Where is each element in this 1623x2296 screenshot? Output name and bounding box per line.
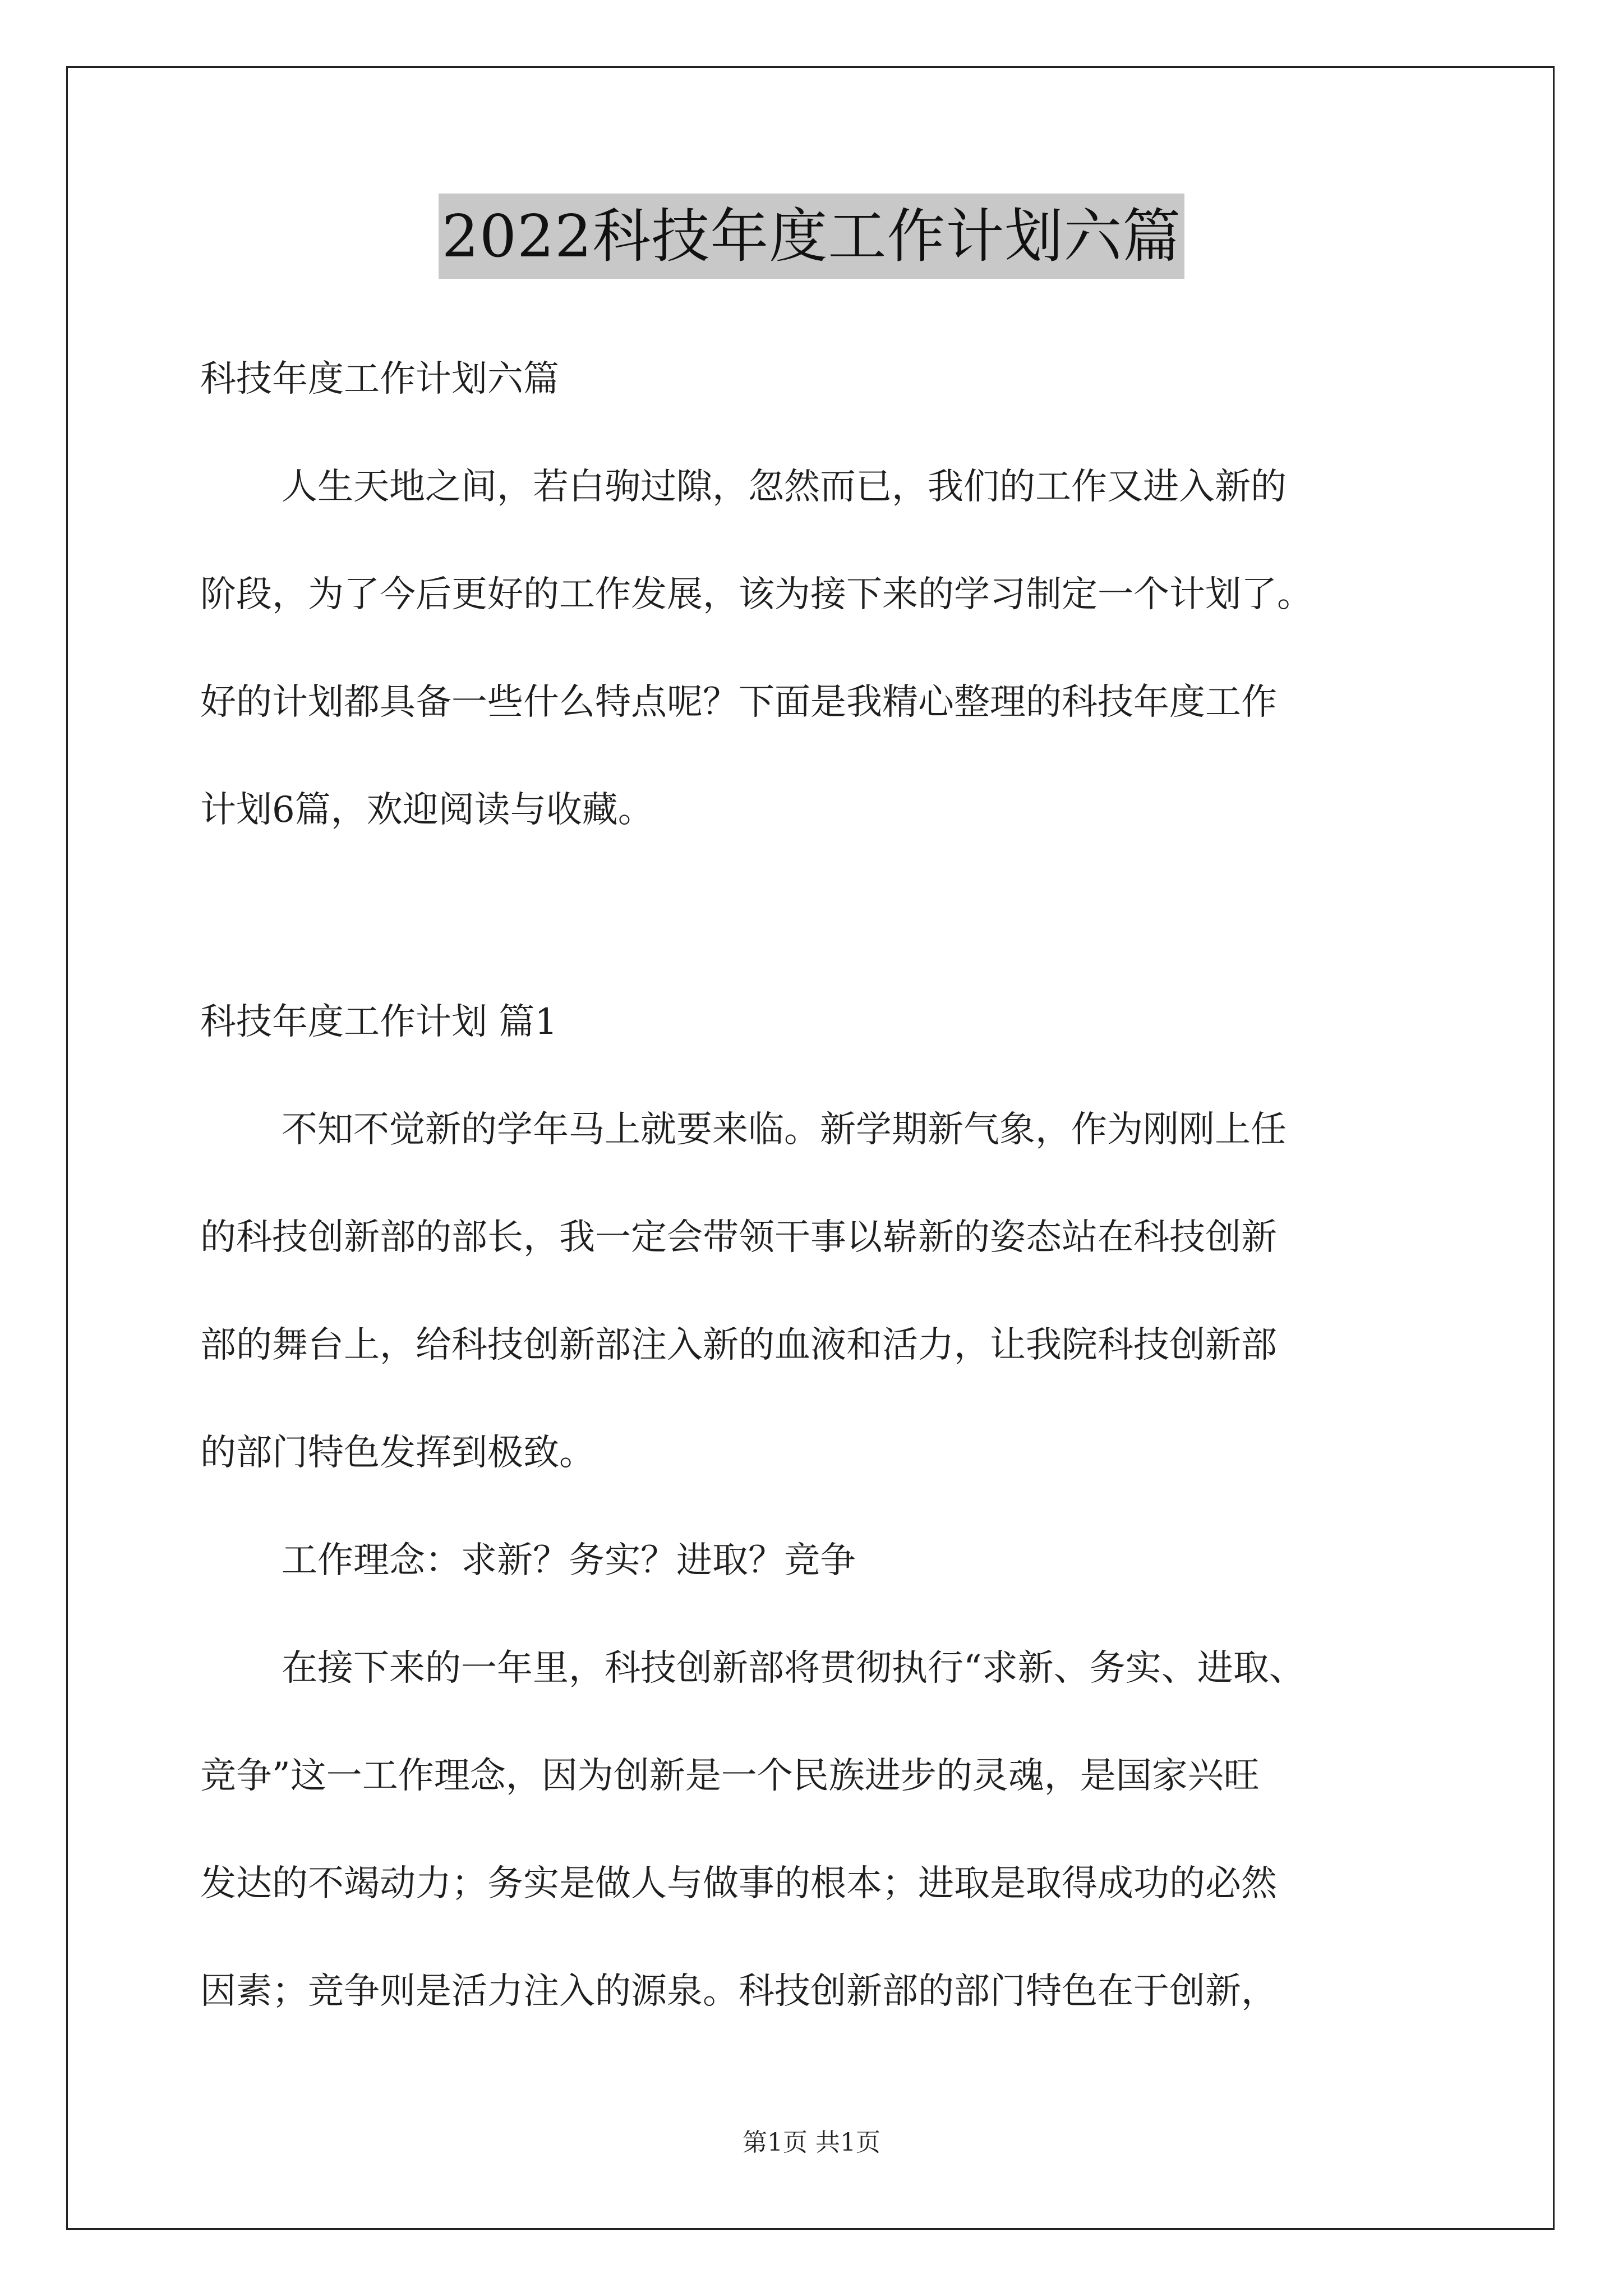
paragraph-line: 不知不觉新的学年马上就要来临。新学期新气象，作为刚刚上任 xyxy=(282,1109,1287,1151)
subtitle: 科技年度工作计划六篇 xyxy=(200,358,559,400)
work-concept-line: 工作理念：求新？务实？进取？竞争 xyxy=(282,1540,856,1581)
paragraph-line: 部的舞台上，给科技创新部注入新的血液和活力，让我院科技创新部 xyxy=(200,1324,1277,1366)
title-container xyxy=(0,194,1623,279)
section-heading: 科技年度工作计划 篇1 xyxy=(200,1001,558,1043)
paragraph-line: 计划6篇，欢迎阅读与收藏。 xyxy=(200,789,654,831)
paragraph-line: 因素；竞争则是活力注入的源泉。科技创新部的部门特色在于创新， xyxy=(200,1971,1277,2012)
paragraph-line: 在接下来的一年里，科技创新部将贯彻执行“求新、务实、进取、 xyxy=(282,1648,1305,1689)
paragraph-line: 好的计划都具备一些什么特点呢？下面是我精心整理的科技年度工作 xyxy=(200,682,1277,723)
paragraph-line: 的部门特色发挥到极致。 xyxy=(200,1432,595,1474)
paragraph-line: 竞争”这一工作理念，因为创新是一个民族进步的灵魂，是国家兴旺 xyxy=(200,1755,1260,1797)
paragraph-line: 发达的不竭动力；务实是做人与做事的根本；进取是取得成功的必然 xyxy=(200,1863,1277,1904)
document-title: 2022科技年度工作计划六篇 xyxy=(439,194,1185,279)
paragraph-line: 阶段，为了今后更好的工作发展，该为接下来的学习制定一个计划了。 xyxy=(200,574,1313,615)
page-number-footer: 第1页 共1页 xyxy=(743,2128,880,2157)
paragraph-line: 人生天地之间，若白驹过隙，忽然而已，我们的工作又进入新的 xyxy=(282,466,1287,508)
paragraph-line: 的科技创新部的部长，我一定会带领干事以崭新的姿态站在科技创新 xyxy=(200,1217,1277,1258)
